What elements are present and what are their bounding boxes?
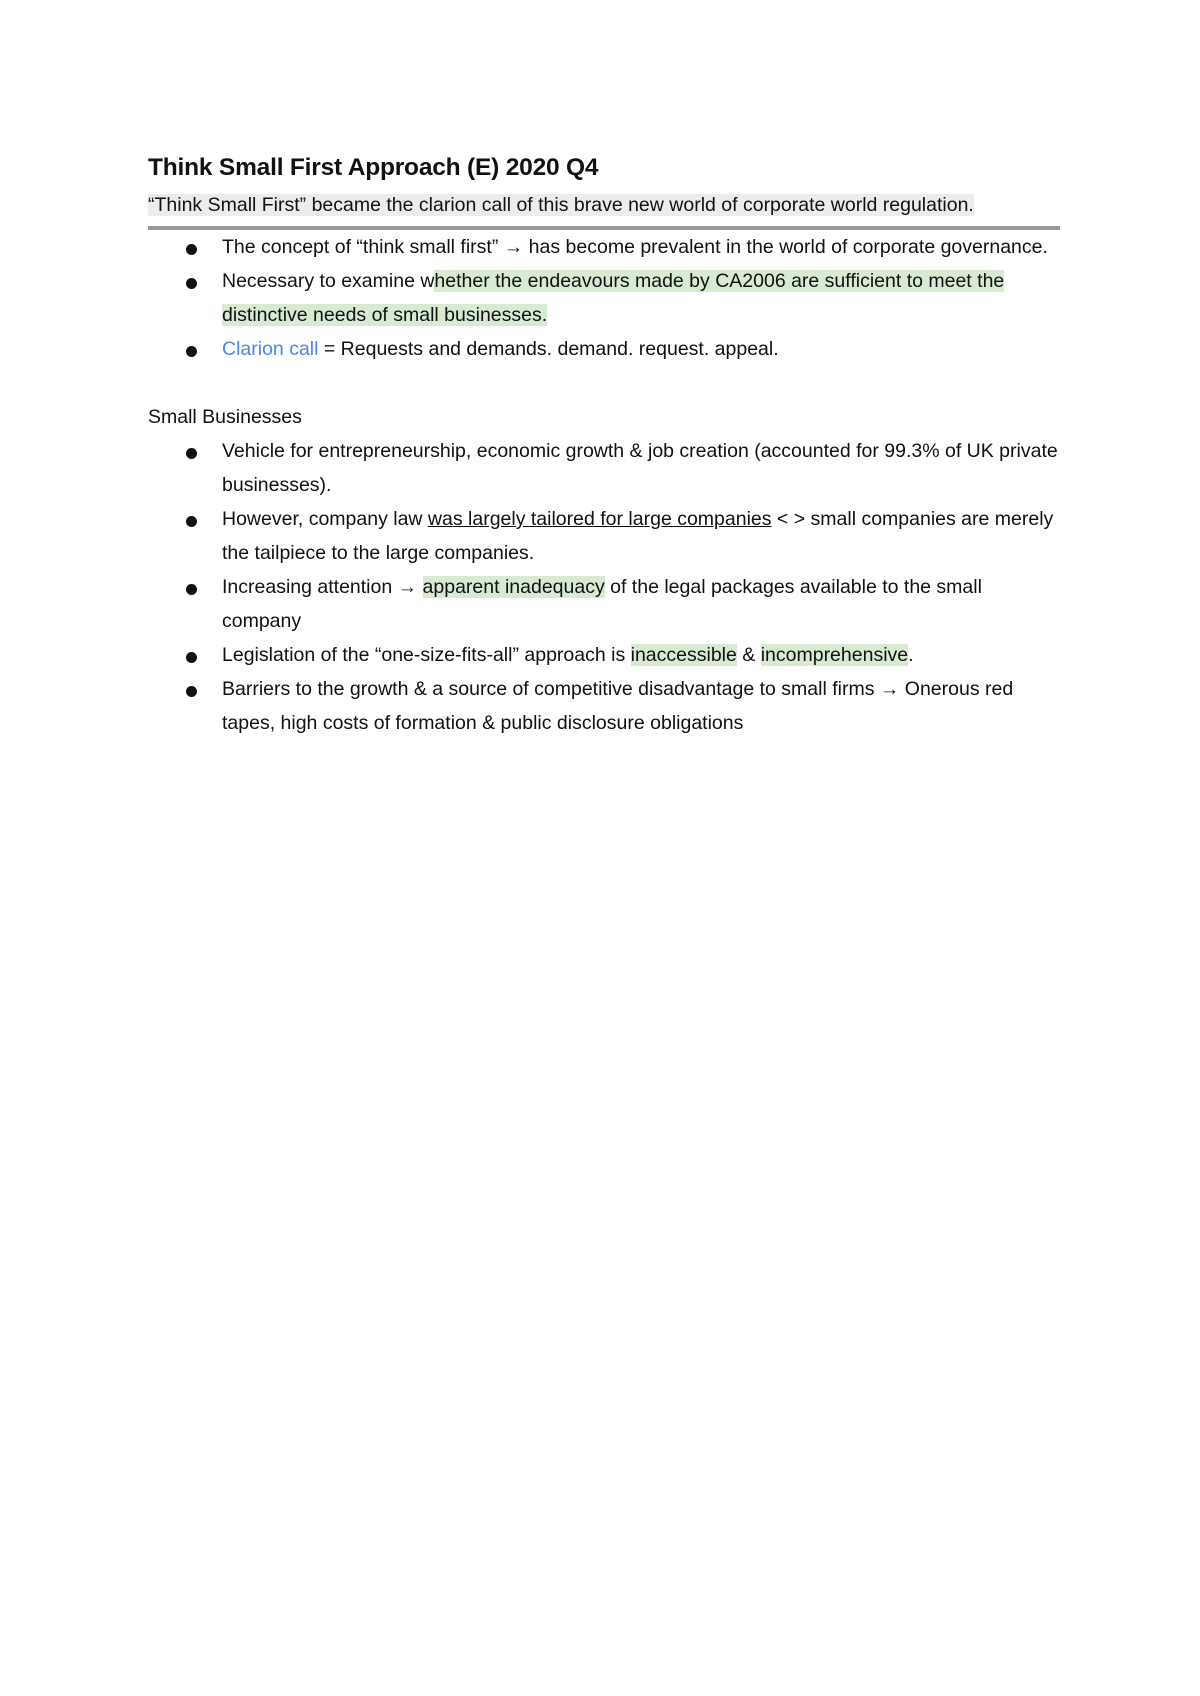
list-item-text: of the legal packages available to the small company [222,576,982,632]
list-item-text: The concept of “think small first” → has become prevalent in the world of corporate governance. [222,236,1048,258]
list-item [148,434,1060,502]
bullet-icon [186,346,197,357]
highlighted-text: hether the endeavours made by CA2006 are sufficient to meet the distinctive needs of small businesses. [222,270,1005,326]
bullet-icon [186,516,197,527]
list-item [148,502,1060,570]
bullet-icon [186,448,197,459]
bullet-icon [186,584,197,595]
underlined-text: was largely tailored for large companies [427,508,772,530]
bullet-icon [186,686,197,697]
list-item-text: Barriers to the growth & a source of competitive disadvantage to small firms → Onerous red tapes, high costs of formation & public disclosure obligations [222,678,1014,734]
highlighted-text: apparent inadequacy [422,576,605,598]
list-item-text: . [908,644,914,666]
subtitle [148,188,1060,222]
list-item [148,672,1060,740]
document-title: Think Small First Approach (E) 2020 Q4 [148,154,599,181]
highlighted-text: incomprehensive [760,644,909,666]
list-item [148,332,1060,366]
document-page [148,150,1060,740]
list-item-text: Necessary to examine w [222,270,435,292]
list-item-text: Legislation of the “one-size-fits-all” approach is [222,644,631,666]
list-item-text: = Requests and demands. demand. request. appeal. [318,338,779,360]
subtitle-text: “Think Small First” became the clarion call of this brave new world of corporate world regulation. [148,194,974,216]
bullet-icon [186,244,197,255]
list-item-text: However, company law [222,508,428,530]
list-item-text: & [736,644,761,666]
subtitle-block [148,188,1060,230]
small-businesses-bullet-list [148,434,1060,740]
list-item [148,638,1060,672]
list-item [148,230,1060,264]
list-item-text: < > small companies are merely the tailpiece to the large companies. [222,508,1054,564]
list-item-text: Increasing attention → [222,576,423,598]
clarion-call-link[interactable]: Clarion call [222,338,319,360]
highlighted-text: inaccessible [630,644,737,666]
bullet-icon [186,278,197,289]
bullet-icon [186,652,197,663]
intro-bullet-list [148,230,1060,366]
list-item [148,264,1060,332]
list-item-text: Vehicle for entrepreneurship, economic growth & job creation (accounted for 99.3% of UK private businesses). [222,440,1058,496]
section-heading-small-businesses: Small Businesses [148,406,302,428]
list-item [148,570,1060,638]
